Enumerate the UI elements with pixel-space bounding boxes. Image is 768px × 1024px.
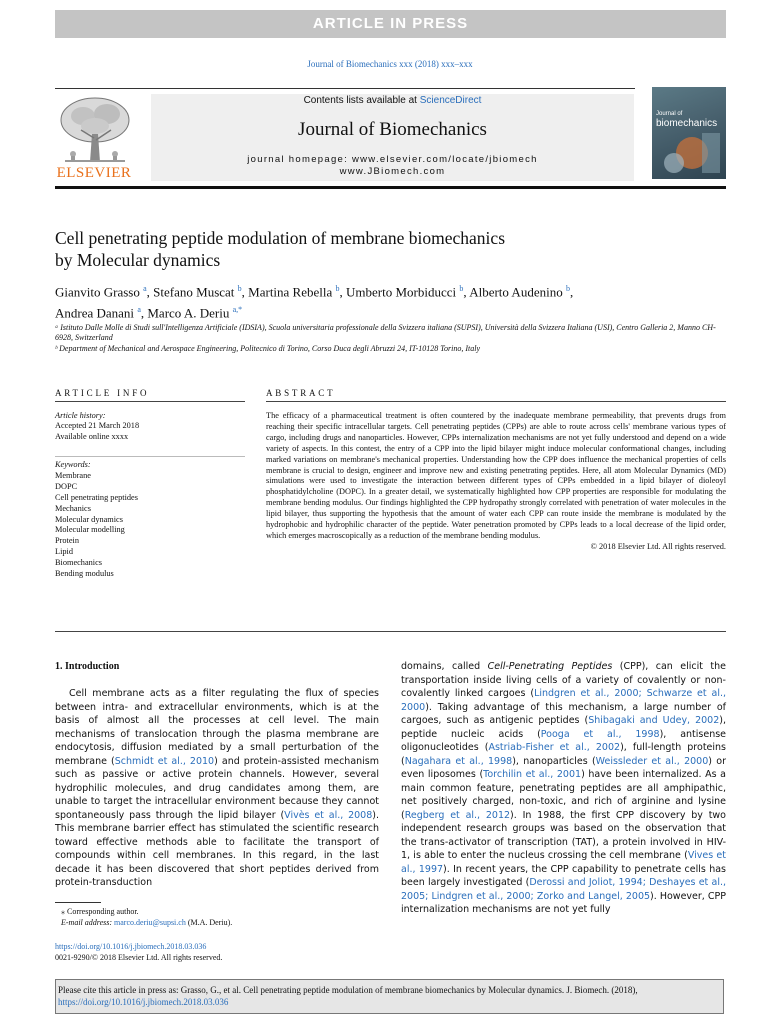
email-label: E-mail address: [61,918,115,927]
body-column-left [55,687,379,890]
author-affiliation-link[interactable]: a [143,284,147,293]
keyword: Cell penetrating peptides [55,492,138,502]
author-affiliation-link[interactable]: a,* [232,305,243,315]
author-affiliation-link[interactable]: a [137,305,141,315]
author-affiliation-link[interactable]: b [237,284,242,293]
reference-link[interactable]: Torchilin et al., 2001 [483,769,582,780]
article-title-line1: Cell penetrating peptide modulation of membrane biomechanics [55,228,506,248]
affiliation-a: ᵃ Istituto Dalle Molle di Studi sull'Intelligenza Artificiale (IDSIA), Scuola universitaria professionale della Svizzera italiana (SUPSI), Università della Svizzera Italiana (USI), Centro Galleria 2, Manno CH-6928, Switzerland [55,323,716,342]
body-text: (CPP), can elicit the transportation inside living cells of a variety of covalently or non-covalently linked cargoes ( [401,661,726,699]
homepage-line-1[interactable]: journal homepage: www.elsevier.com/locate/jbiomech [247,154,538,165]
introduction-paragraph-right [401,660,726,917]
introduction-paragraph-left [55,687,379,890]
body-text: ), peptide nucleic acids ( [401,715,726,740]
body-column-right [401,660,726,917]
reference-link[interactable]: Nagahara et al., 1998 [404,755,513,767]
cover-title [656,109,717,129]
publisher-name: ELSEVIER [56,165,132,181]
body-text: ). In recent years, the CPP capability to penetrate cells has been largely investigated ( [401,863,726,888]
affiliation-b: ᵇ Department of Mechanical and Aerospace Engineering, Politecnico di Torino, Corso Duca degli Abruzzi 24, IT-10128 Torino, Italy [55,344,481,353]
article-history [55,411,245,442]
top-rule [55,88,635,89]
citation-box [55,979,724,1014]
body-text: ). In 1988, the first CPP discovery by two independent research groups was based on the observation that the trans-activator of transcription (TAT), a protein involved in HIV-1, is able to enter the nucleus crossing the cell membrane ( [401,809,726,861]
body-text: ) or even liposomes ( [401,755,726,780]
abstract-block [266,411,726,553]
author-name: Umberto Morbiducci [346,284,457,300]
reference-link[interactable]: Vives et al., 1997 [401,850,727,875]
accepted-date: Accepted 21 March 2018 [55,421,140,431]
author-affiliation-link[interactable]: b [565,284,570,293]
cover-title-line1: Journal of [656,111,683,117]
reference-link[interactable]: Vivès et al., 2008 [284,809,373,821]
keyword: Protein [55,536,79,546]
keyword: DOPC [55,481,78,491]
body-text: ). Taking advantage of this mechanism, a large number of cargoes, such as antigenic peptides ( [401,701,726,726]
body-text: ) and protein-assisted mechanism such as passive or active protein channels. However, several hydrophilic molecules, and drug candidates among them, are unable to target the intracellular environment because they cannot spontaneously pass through the lipid bilayer ( [55,755,380,821]
body-text: domains, called [401,661,488,672]
body-text: Cell membrane acts as a filter regulating the flux of species between intra- and extracellular environments, which is at the basis of almost all the processes at cell level. The main mechanisms of translocation through the plasma membrane are endocytosis, diffusion mediated by a small perturbation of the membrane ( [55,688,379,767]
keyword: Mechanics [55,503,91,513]
keyword: Bending modulus [55,569,114,579]
article-info-rule [55,401,245,402]
doi-block [55,941,379,963]
citation-text: Please cite this article in press as: Grasso, G., et al. Cell penetrating peptide modulation of membrane biomechanics by Molecular dynamics. J. Biomech. (2018), [58,985,638,995]
author-affiliation-link[interactable]: b [335,284,340,293]
author-name: Stefano Muscat [153,284,235,300]
article-title [55,227,695,271]
author-name: Marco A. Deriu [147,305,230,321]
available-online: Available online xxxx [55,431,129,441]
author-name: Alberto Audenino [469,284,563,300]
contents-prefix: Contents lists available at [303,95,420,106]
body-text: ), antisense oligonucleotides ( [401,728,727,753]
cover-art-icon [652,127,726,179]
keyword: Molecular modelling [55,525,125,535]
elsevier-tree-icon [55,94,135,166]
journal-name: Journal of Biomechanics [298,119,487,140]
reference-link[interactable]: Shibagaki and Udey, 2002 [588,715,720,726]
keywords-rule [55,456,245,457]
body-text: Cell-Penetrating Peptides [487,661,613,672]
keyword: Lipid [55,547,73,557]
body-text: ). However, CPP internalization mechanisms are not yet fully [401,890,726,915]
journal-reference-link[interactable]: Journal of Biomechanics xxx (2018) xxx–xxx [307,59,473,69]
abstract-heading: ABSTRACT [266,388,336,398]
body-text: ), full-length proteins ( [401,742,726,767]
author-name: Martina Rebella [248,284,333,300]
body-text: ), nanoparticles ( [512,755,596,767]
author-name: Andrea Danani [55,305,135,321]
citation-doi-link[interactable]: https://doi.org/10.1016/j.jbiomech.2018.03.036 [58,997,229,1007]
article-info-heading: ARTICLE INFO [55,388,150,398]
keywords-label: Keywords: [55,460,91,469]
reference-link[interactable]: Pooga et al., 1998 [540,728,660,740]
issn-copyright: 0021-9290/© 2018 Elsevier Ltd. All rights reserved. [55,953,223,962]
header-rule [55,186,726,189]
abstract-copyright: © 2018 Elsevier Ltd. All rights reserved. [590,541,726,551]
journal-homepage [151,154,634,178]
reference-link[interactable]: Weissleder et al., 2000 [595,755,709,767]
history-label: Article history: [55,411,106,420]
keywords-list [55,460,245,580]
doi-link[interactable]: https://doi.org/10.1016/j.jbiomech.2018.03.036 [55,942,207,951]
keyword: Molecular dynamics [55,514,123,524]
homepage-line-2[interactable]: www.JBiomech.com [339,166,446,177]
sciencedirect-link[interactable]: ScienceDirect [419,95,482,106]
abstract-bottom-rule [55,631,726,632]
body-text: ) have been internalized. As a main common feature, penetrating peptides are all amphipathic, net positively charged, non-toxic, and rich of arginine and lysine ( [401,769,727,821]
author-name: Gianvito Grasso [55,284,140,300]
abstract-rule [266,401,726,402]
keyword: Biomechanics [55,558,103,568]
introduction-heading: 1. Introduction [55,661,120,672]
author-affiliation-link[interactable]: b [459,284,464,293]
author-list: Gianvito Grasso $^a$, Stefano Muscat $^b$, Martina Rebella $^b$, Umberto Morbiducci $^b$, Alberto Audenino $^b$, Andrea Danani $^a$, Marco A. Deriu $^{a,*}$ [55,284,574,321]
reference-link[interactable]: Regberg et al., 2012 [404,809,511,821]
article-title-line2: by Molecular dynamics [55,250,221,270]
corresponding-author-footnote [55,906,379,928]
email-link[interactable]: marco.deriu@supsi.ch [114,918,186,927]
reference-link[interactable]: Derossi and Joliot, 1994; Deshayes et al., 2005; Lindgren et al., 2000; Zorko and Langel, 2005 [401,877,726,902]
abstract-text: The efficacy of a pharmaceutical treatment is often countered by the inadequate membrane permeability, that prevents drugs from reaching their specific intracellular targets. Cell penetrating peptides (CPPs) are able to route across cells' membrane various types of cargo, including drugs and nanoparticles. However, CPPs internalization mechanisms are not yet fully understood and depend on a wide variety of aspects. In this contest, the entry of a CPP into the lipid bilayer might induce molecular conformational changes, including marked variations on membrane's mechanical properties. Understanding how the CPP does influence the mechanical properties of cells membrane is crucial to design, engineer and improve new and existing penetrating peptides. Here, all atom Molecular Dynamics (MD) simulations were used to investigate the interaction between different types of CPPs embedded in a lipid bilayer of dioleoyl phosphatidylcholine (DOPC). In a greater detail, we systematically highlighted how CPP properties are responsible for modulating the membrane bending modulus. Our findings highlighted the CPP hydropathy strongly correlated with penetration of water molecules in the lipid bilayer, thus supporting the hypothesis that the amount of water each CPP can route inside the membrane is modulated by the hydrophobic and hydrophilic character of the peptide. Water penetration promoted by CPPs leads to a local decrease of the lipid order, which emerges macroscopically as a reduction of the membrane bending modulus. [266,411,726,540]
email-suffix: (M.A. Deriu). [185,918,233,927]
body-text: ). This membrane barrier effect has stimulated the scientific research toward effective methods able to facilitate the transport of compounds within cell membranes. In this regard, in the last decade it has been discovered that short peptides derived from protein-transduction [55,809,379,888]
footnote-rule [55,902,101,903]
reference-link[interactable]: Astriab-Fisher et al., 2002 [488,742,621,753]
cover-title-line2: biomechanics [656,118,718,129]
corresponding-author-label: ⁎ Corresponding author. [61,907,139,916]
article-in-press-banner: ARTICLE IN PRESS [55,10,726,38]
contents-line [151,95,634,106]
keyword: Membrane [55,470,91,480]
reference-link[interactable]: Lindgren et al., 2000; Schwarze et al., 2000 [401,688,726,713]
journal-cover-thumbnail[interactable] [652,87,726,179]
reference-link[interactable]: Schmidt et al., 2010 [114,755,215,767]
